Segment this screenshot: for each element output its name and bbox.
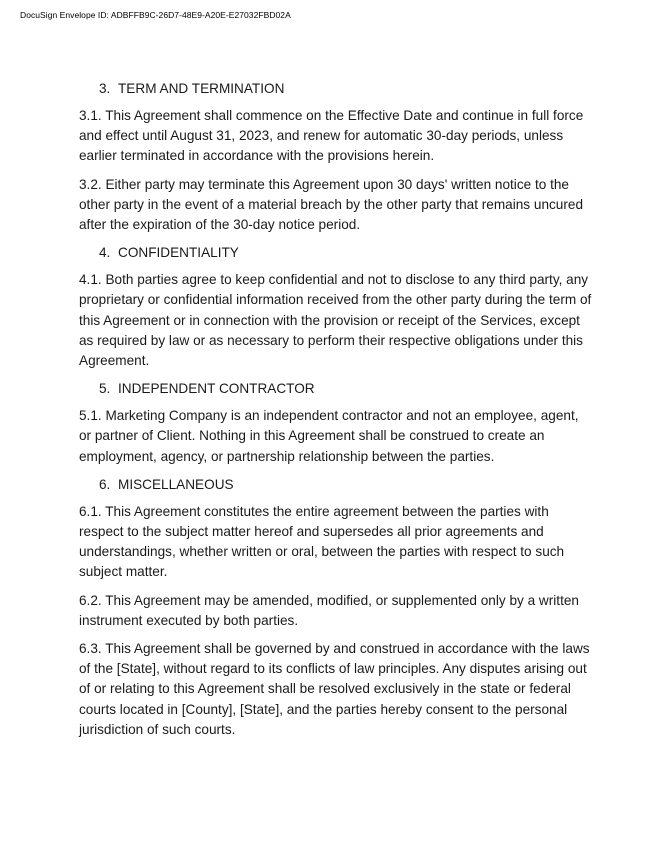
clause-3-2: 3.2. Either party may terminate this Agreement upon 30 days' written notice to the other party in the event of a material breach by the other party that remains uncured after the expiration of the 30-day notice period. (79, 176, 584, 233)
clause-4-1: 4.1. Both parties agree to keep confidential and not to disclose to any third party, any proprietary or confidential information received from the other party during the term of this Agreement or in connection with the provision or receipt of the Services, except as required by law or as necessary to perform their respective obligations under this Agreement. (79, 272, 592, 369)
section-number: 6. (99, 476, 111, 492)
clause-6-1: 6.1. This Agreement constitutes the entire agreement between the parties with respect to the subject matter hereof and supersedes all prior agreements and understandings, whether written or oral, between the parties with respect to such subject matter. (79, 503, 565, 580)
section-number: 5. (99, 381, 111, 397)
clause-5-1: 5.1. Marketing Company is an independent contractor and not an employee, agent, or partner of Client. Nothing in this Agreement shall be construed to create an employment, agency, or partnership relationship between the parties. (79, 408, 579, 464)
section-number: 4. (99, 245, 111, 261)
section-heading-independent-contractor (99, 379, 593, 399)
section-heading-term-termination (99, 79, 593, 99)
clause-6-2: 6.2. This Agreement may be amended, modified, or supplemented only by a written instrument executed by both parties. (79, 592, 579, 628)
section-heading-confidentiality (99, 243, 593, 263)
section-number: 3. (99, 81, 111, 96)
docusign-envelope-id: DocuSign Envelope ID: ADBFFB9C-26D7-48E9-A20E-E27032FBD02A (20, 10, 291, 20)
document-body (79, 79, 593, 748)
clause-6-3: 6.3. This Agreement shall be governed by and construed in accordance with the laws of the [State], without regard to its conflicts of law principles. Any disputes arising out of or relating to this Agreement shall be resolved exclusively in the state or federal courts located in [County], [State], and the parties hereby consent to the personal jurisdiction of such courts. (79, 641, 590, 737)
section-heading-miscellaneous (99, 475, 593, 495)
clause-3-1: 3.1. This Agreement shall commence on the Effective Date and continue in full force and effect until August 31, 2023, and renew for automatic 30-day periods, unless earlier terminated in accordance with the provisions herein. (79, 108, 584, 164)
section-title: MISCELLANEOUS (118, 476, 234, 492)
section-title: TERM AND TERMINATION (118, 81, 285, 96)
section-title: INDEPENDENT CONTRACTOR (118, 381, 315, 397)
section-title: CONFIDENTIALITY (118, 245, 239, 261)
